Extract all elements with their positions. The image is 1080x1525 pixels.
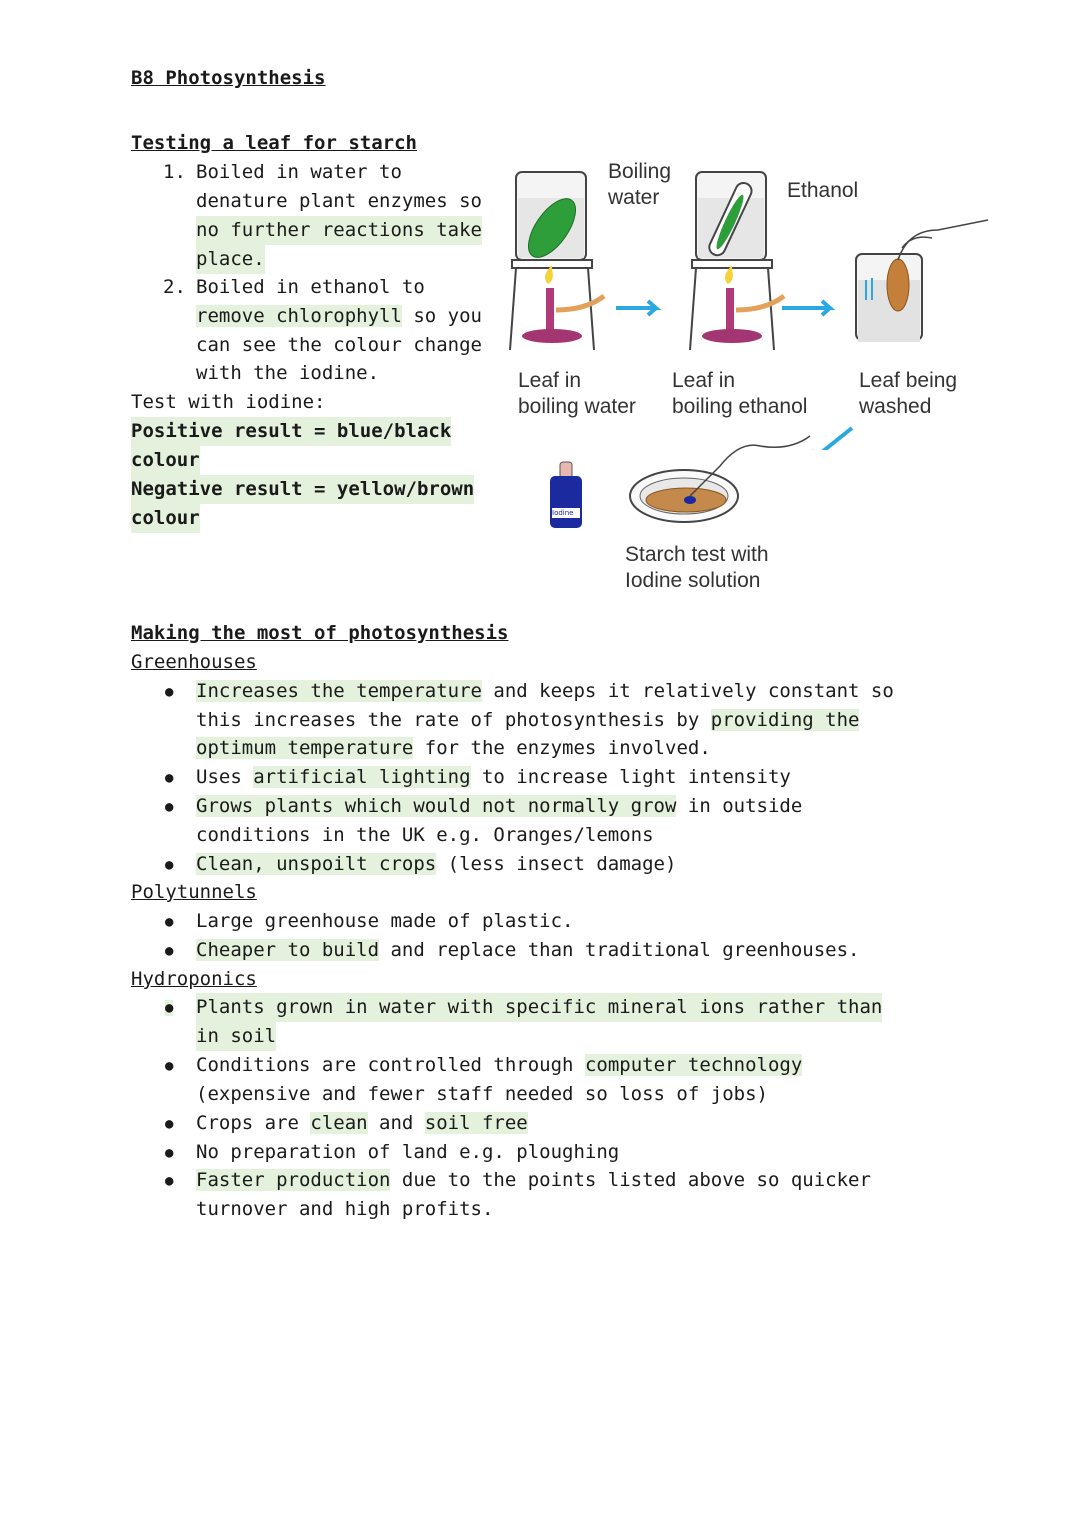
bullet-icon: ● [165, 770, 174, 786]
hydroponics-bullet-2: Conditions are controlled through computer technology [196, 1054, 803, 1076]
section-heading-photosynthesis: Making the most of photosynthesis [131, 622, 509, 644]
bullet-icon: ● [165, 914, 174, 930]
arrow-right-icon [616, 301, 656, 315]
negative-result: Negative result = yellow/brown [131, 475, 474, 504]
caption-3b: washed [859, 395, 932, 418]
step-2-line-d: with the iodine. [196, 362, 380, 384]
label-ethanol: Ethanol [787, 179, 859, 202]
iodine-test-diagram [540, 420, 820, 530]
bullet-icon: ● [165, 1116, 174, 1132]
bullet-icon: ● [165, 1145, 174, 1161]
caption-1a: Leaf in [518, 369, 582, 392]
subheading-hydroponics: Hydroponics [131, 968, 257, 990]
caption-4b: Iodine solution [625, 569, 761, 592]
step-1-number: 1. [163, 161, 186, 183]
subheading-polytunnels: Polytunnels [131, 881, 257, 903]
caption-2b: boiling ethanol [672, 395, 808, 418]
step-1-line-d: place. [196, 245, 265, 274]
step-2-line-c: can see the colour change [196, 334, 482, 356]
greenhouse-bullet-3: Grows plants which would not normally grow in outside [196, 795, 803, 817]
section-heading-starch-test: Testing a leaf for starch [131, 132, 417, 154]
polytunnel-bullet-2: Cheaper to build and replace than traditional greenhouses. [196, 939, 860, 961]
greenhouse-bullet-4: Clean, unspoilt crops (less insect damage) [196, 853, 677, 875]
positive-result: Positive result = blue/black [131, 417, 451, 446]
greenhouse-bullet-1: Increases the temperature and keeps it relatively constant so [196, 680, 894, 702]
greenhouse-bullet-3-l2: conditions in the UK e.g. Oranges/lemons [196, 824, 654, 846]
label-water: water [608, 186, 660, 209]
page-title: B8 Photosynthesis [131, 67, 326, 89]
beaker-leaf-washed [856, 220, 988, 342]
caption-1b: boiling water [518, 395, 636, 418]
greenhouse-bullet-2: Uses artificial lighting to increase light intensity [196, 766, 791, 788]
positive-result-cont: colour [131, 446, 200, 475]
hydroponics-bullet-5-l2: turnover and high profits. [196, 1198, 494, 1220]
hydroponics-bullet-1: Plants grown in water with specific mineral ions rather than [196, 993, 882, 1022]
hydroponics-bullet-4: No preparation of land e.g. ploughing [196, 1141, 620, 1163]
caption-4a: Starch test with [625, 543, 769, 566]
hydroponics-bullet-1-l2: in soil [196, 1022, 276, 1051]
greenhouse-bullet-1-l3: optimum temperature for the enzymes involved. [196, 737, 711, 759]
hydroponics-bullet-5: Faster production due to the points listed above so quicker [196, 1169, 871, 1191]
iodine-bottle-icon [550, 462, 582, 528]
hydroponics-bullet-2-l2: (expensive and fewer staff needed so loss of jobs) [196, 1083, 768, 1105]
beaker-boiling-ethanol [690, 172, 784, 350]
negative-result-cont: colour [131, 504, 200, 533]
polytunnel-bullet-1: Large greenhouse made of plastic. [196, 910, 574, 932]
bullet-icon: ● [165, 1000, 174, 1016]
step-2-line-b: remove chlorophyll so you [196, 305, 482, 327]
step-1-line-b: denature plant enzymes so [196, 190, 482, 212]
subheading-greenhouses: Greenhouses [131, 651, 257, 673]
step-1-line-c: no further reactions take [196, 216, 482, 245]
iodine-bottle-label: Iodine [552, 509, 574, 517]
bullet-icon: ● [165, 1173, 174, 1189]
step-2-line-a: Boiled in ethanol to [196, 276, 425, 298]
bullet-icon: ● [165, 943, 174, 959]
bullet-icon: ● [165, 799, 174, 815]
bullet-icon: ● [165, 857, 174, 873]
bullet-icon: ● [165, 1058, 174, 1074]
greenhouse-bullet-1-l2: this increases the rate of photosynthesis by providing the [196, 709, 860, 731]
step-1-line-a: Boiled in water to [196, 161, 402, 183]
hydroponics-bullet-3: Crops are clean and soil free [196, 1112, 528, 1134]
label-boiling: Boiling [608, 160, 672, 183]
bullet-icon: ● [165, 684, 174, 700]
step-2-number: 2. [163, 276, 186, 298]
beaker-boiling-water [510, 172, 604, 350]
test-label: Test with iodine: [131, 391, 326, 413]
arrow-right-icon [782, 301, 830, 315]
caption-3a: Leaf being [859, 369, 958, 392]
caption-2a: Leaf in [672, 369, 736, 392]
